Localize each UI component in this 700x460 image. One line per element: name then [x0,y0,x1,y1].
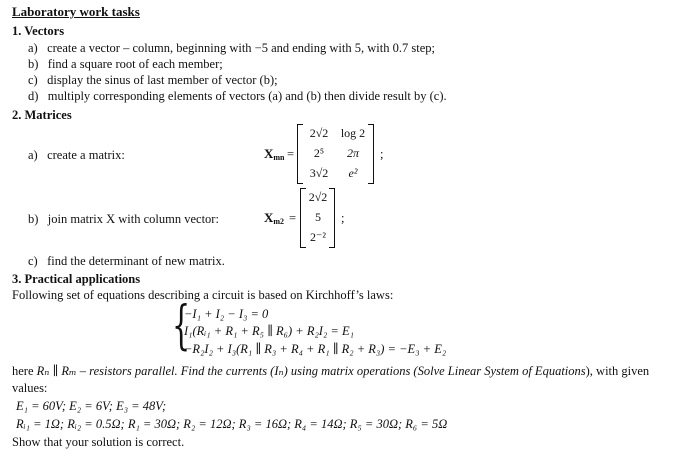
equation-3: −R₂I₂ + I₃(R₁ ∥ R₃ + R₄ + R₁ ∥ R₂ + R₃) = −E₃ + E₂ [184,342,447,356]
matrix-b-name: X [264,210,274,225]
separator: ; [341,211,345,225]
matrix-b-label [264,210,284,226]
item-text: create a matrix: [47,148,125,162]
note-line-2: values: [12,381,48,395]
item-text: create a vector – column, beginning with −5 and ending with 5, with 0.7 step; [47,41,435,55]
note-line [12,364,649,378]
item-marker: c) [28,254,38,268]
emf-values: E₁ = 60V; E₂ = 6V; E₃ = 48V; [16,399,167,413]
item-text: find the determinant of new matrix. [47,254,225,268]
vector-item-c [28,73,278,87]
item-text: find a square root of each member; [47,57,223,71]
vector-item-d [28,89,447,103]
item-text: display the sinus of last member of vector (b); [47,73,278,87]
matrix-item-b [28,212,219,226]
vector-cell: 2⁻² [310,230,326,244]
item-marker: b) [28,212,39,226]
item-marker: a) [28,41,38,55]
matrix-item-a [28,148,125,162]
vector-item-b [28,57,223,71]
item-marker: b) [28,57,39,71]
equation-2: I₁(Rᵢ₁ + R₁ + R₅ ∥ R₆) + R₂I₂ = E₁ [184,324,354,338]
matrix-cell: 2√2 [309,126,329,140]
matrix-item-c [28,254,225,268]
note-italic: Solve Linear System of Equations [417,364,586,378]
note-suffix: ), with given [585,364,650,378]
matrix-cell: log 2 [340,126,366,140]
equals-sign: = [287,147,295,161]
resistor-values: Rᵢ₁ = 1Ω; Rᵢ₂ = 0.5Ω; R₁ = 30Ω; R₂ = 12Ω; R₃ = 16Ω; R₄ = 14Ω; R₅ = 30Ω; R₆ = 5Ω [16,417,448,431]
applications-intro: Following set of equations describing a circuit is based on Kirchhoff’s laws: [12,288,394,302]
equation-1: −I₁ + I₂ − I₃ = 0 [184,307,269,321]
section-matrices-title: 2. Matrices [12,108,72,122]
right-bracket [368,124,374,184]
vector-cell: 2√2 [308,190,328,204]
item-text: join matrix X with column vector: [47,212,219,226]
note-prefix: here [12,364,34,378]
section-vectors-title: 1. Vectors [12,24,65,38]
note-mid: Rₙ ∥ Rₘ – resistors parallel. Find the currents (Iₙ) using matrix operations ( [36,364,418,378]
vector-cell: 5 [315,210,321,224]
section-applications-title: 3. Practical applications [12,272,141,286]
right-bracket [329,188,335,248]
matrix-b-subscript: m2 [273,217,285,226]
equals-sign: = [289,211,297,225]
item-marker: d) [28,89,39,103]
matrix-cell: e² [348,166,358,180]
system-brace: { [172,296,191,356]
separator: ; [380,147,384,161]
matrix-cell: 2⁵ [313,146,325,160]
vector-item-a [28,41,435,55]
page-title: Laboratory work tasks [12,4,140,19]
item-marker: a) [28,148,38,162]
matrix-a-name: X [264,146,274,161]
matrix-a-label [264,146,285,162]
item-marker: c) [28,73,38,87]
matrix-cell: 2π [346,146,359,160]
item-text: multiply corresponding elements of vectors (a) and (b) then divide result by (c). [47,89,447,103]
matrix-cell: 3√2 [309,166,329,180]
matrix-a-subscript: mn [273,153,285,162]
closing-text: Show that your solution is correct. [12,435,185,449]
